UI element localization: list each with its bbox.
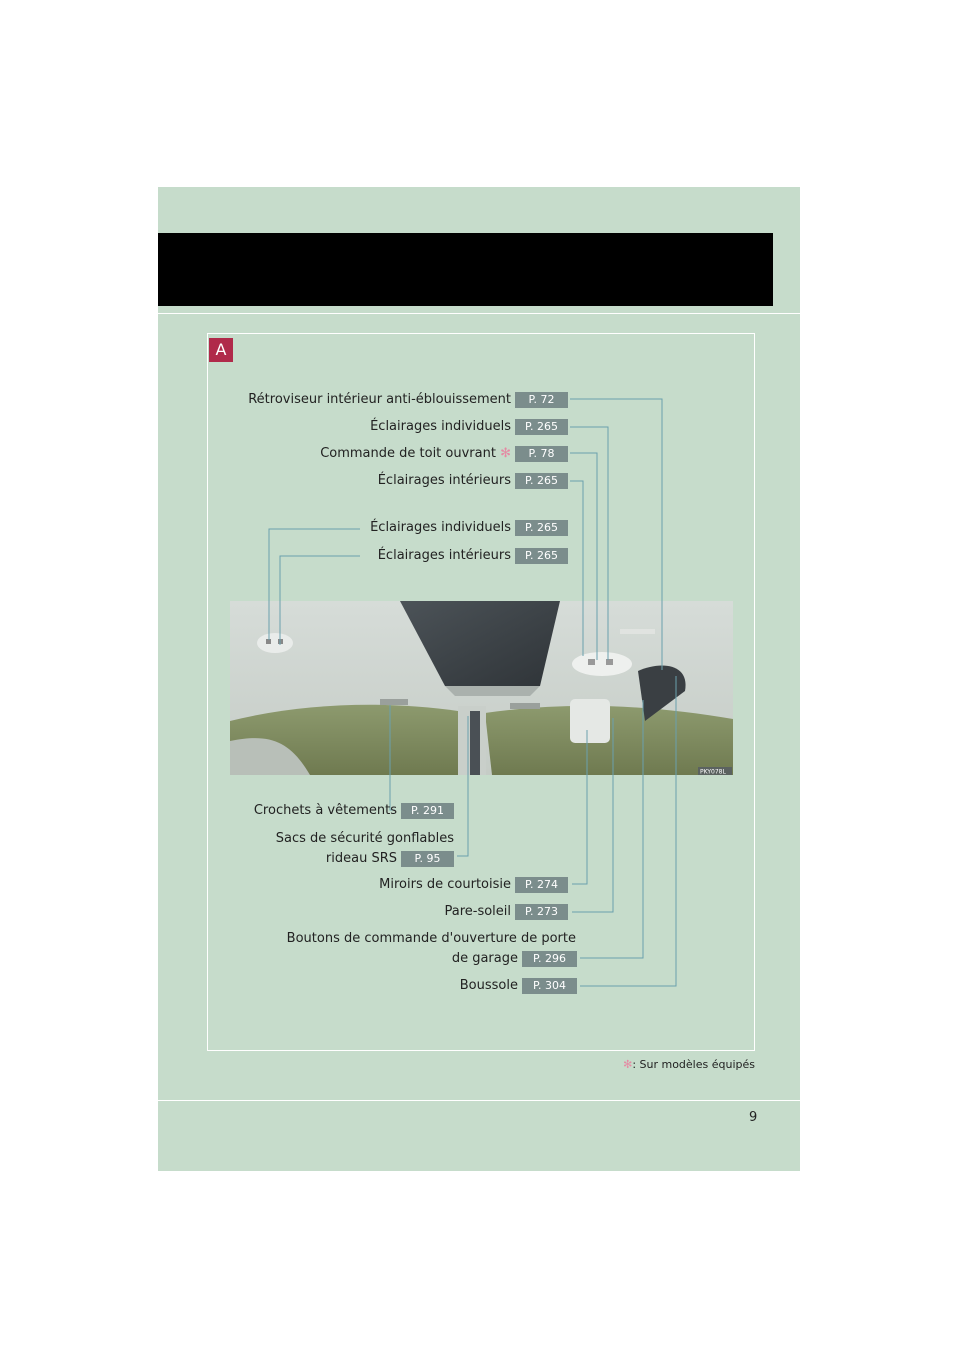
label-sun-visors: Pare-soleil bbox=[444, 904, 511, 919]
divider-top bbox=[158, 313, 800, 314]
car-ceiling-photo bbox=[230, 601, 733, 775]
ref-coat-hooks[interactable]: P. 291 bbox=[401, 803, 454, 819]
header-bar bbox=[158, 233, 773, 306]
label-curtain-airbags: Sacs de sécurité gonflables bbox=[275, 831, 454, 846]
ref-compass[interactable]: P. 304 bbox=[522, 978, 577, 994]
footnote-text: : Sur modèles équipés bbox=[632, 1058, 755, 1071]
label-interior-lights-1: Éclairages intérieurs bbox=[377, 473, 511, 488]
ref-garage-door-opener[interactable]: P. 296 bbox=[522, 951, 577, 967]
label-curtain-airbags-2: rideau SRS bbox=[325, 851, 397, 866]
footnote-star-icon: ✻ bbox=[623, 1058, 633, 1071]
star-icon: ✻ bbox=[500, 446, 511, 461]
ref-individual-lights-1[interactable]: P. 265 bbox=[515, 419, 568, 435]
label-individual-lights-1: Éclairages individuels bbox=[370, 419, 511, 434]
divider-bottom bbox=[158, 1100, 800, 1101]
section-badge: A bbox=[209, 338, 233, 362]
ref-vanity-mirrors[interactable]: P. 274 bbox=[515, 877, 568, 893]
page-number: 9 bbox=[749, 1110, 758, 1125]
photo-code: PKY078L bbox=[700, 768, 726, 775]
ref-curtain-airbags[interactable]: P. 95 bbox=[401, 851, 454, 867]
ref-moonroof-switch[interactable]: P. 78 bbox=[515, 446, 568, 462]
ref-interior-lights-1[interactable]: P. 265 bbox=[515, 473, 568, 489]
label-individual-lights-2: Éclairages individuels bbox=[370, 520, 511, 535]
ref-individual-lights-2[interactable]: P. 265 bbox=[515, 520, 568, 536]
label-garage-door-opener-2: de garage bbox=[451, 951, 518, 966]
label-vanity-mirrors: Miroirs de courtoisie bbox=[379, 877, 511, 892]
label-coat-hooks: Crochets à vêtements bbox=[253, 803, 397, 818]
ref-rearview-mirror[interactable]: P. 72 bbox=[515, 392, 568, 408]
ref-sun-visors[interactable]: P. 273 bbox=[515, 904, 568, 920]
label-interior-lights-2: Éclairages intérieurs bbox=[377, 548, 511, 563]
label-garage-door-opener: Boutons de commande d'ouverture de porte bbox=[286, 931, 576, 946]
ref-interior-lights-2[interactable]: P. 265 bbox=[515, 548, 568, 564]
label-moonroof-switch: Commande de toit ouvrant ✻ bbox=[320, 446, 511, 461]
footnote bbox=[623, 1058, 755, 1071]
label-compass: Boussole bbox=[459, 978, 518, 993]
label-rearview-mirror: Rétroviseur intérieur anti-éblouissement bbox=[248, 392, 511, 407]
